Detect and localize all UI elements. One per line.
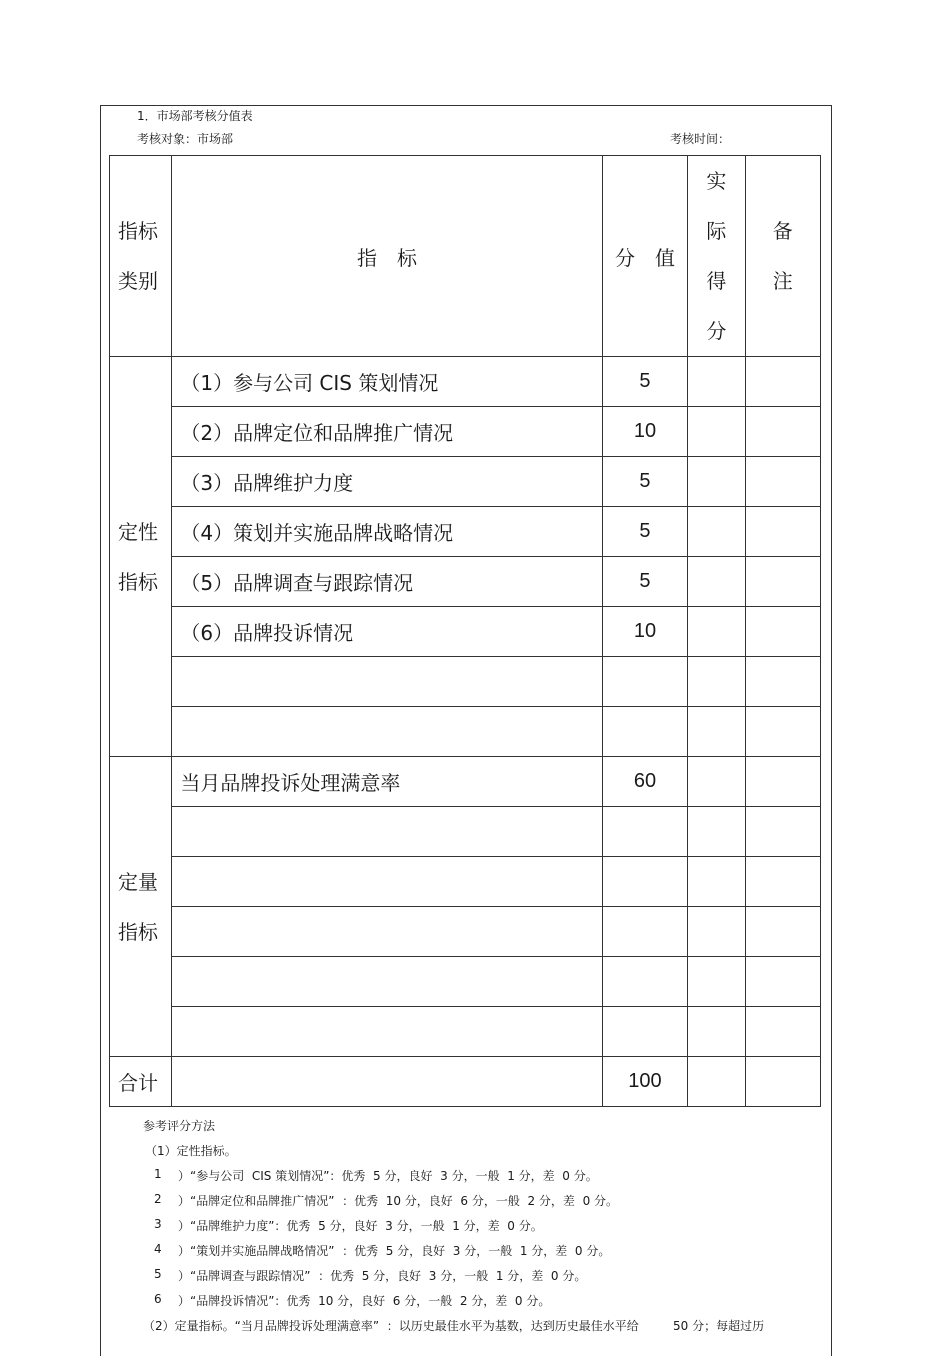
- indicator-cell: [172, 507, 602, 557]
- value-cell: 5: [602, 357, 687, 407]
- method-line: ）“品牌投诉情况”：优秀 10 分，良好 6 分，一般 2 分，差 0 分。: [178, 1294, 551, 1308]
- note-cell: [745, 907, 820, 957]
- total-actual-cell: [688, 1057, 745, 1107]
- indicator-cell: [172, 957, 602, 1007]
- assessment-target: 考核对象：市场部: [137, 132, 234, 146]
- qualitative-heading: （1）定性指标。: [145, 1144, 237, 1158]
- actual-score-cell: [688, 957, 745, 1007]
- table-row: [110, 857, 821, 907]
- actual-score-cell: [688, 407, 745, 457]
- table-row: [110, 657, 821, 707]
- total-label: 合计: [110, 1057, 172, 1107]
- table-row: [110, 407, 821, 457]
- indicator-cell: [172, 357, 602, 407]
- indicator-text: （1）参与公司 CIS 策划情况: [180, 371, 439, 395]
- header-category: [110, 156, 172, 357]
- table-row: [110, 907, 821, 957]
- value-cell: 10: [602, 607, 687, 657]
- header-actual-char4: 分: [706, 319, 727, 343]
- indicator-text: [172, 1020, 180, 1044]
- method-line-number: 1: [154, 1167, 162, 1181]
- quantitative-method-line: （2）定量指标。“当月品牌投诉处理满意率” ：以历史最佳水平为基数，达到历史最佳水平给 50 分；每超过历: [143, 1319, 765, 1333]
- header-value: 分 值: [602, 156, 687, 357]
- method-line-number: 5: [154, 1267, 162, 1281]
- header-category-line2: 类别: [118, 269, 158, 293]
- value-cell: [602, 1007, 687, 1057]
- indicator-text: [172, 820, 180, 844]
- qualitative-category: [110, 357, 172, 757]
- indicator-text: [172, 870, 180, 894]
- value-cell: [602, 857, 687, 907]
- table-row: [110, 557, 821, 607]
- note-cell: [745, 607, 820, 657]
- method-line: ）“品牌维护力度”：优秀 5 分，良好 3 分，一般 1 分，差 0 分。: [178, 1219, 543, 1233]
- actual-score-cell: [688, 507, 745, 557]
- actual-score-cell: [688, 857, 745, 907]
- indicator-text: （5）品牌调查与跟踪情况: [180, 571, 414, 595]
- header-row: [110, 156, 821, 357]
- table-row: [110, 607, 821, 657]
- value-cell: [602, 657, 687, 707]
- value-cell: [602, 807, 687, 857]
- value-cell: 5: [602, 457, 687, 507]
- indicator-text: [172, 670, 180, 694]
- table-row: [110, 457, 821, 507]
- quantitative-category-line2: 指标: [118, 919, 158, 944]
- header-actual-char1: 实: [706, 169, 727, 193]
- note-cell: [745, 407, 820, 457]
- indicator-cell: [172, 907, 602, 957]
- indicator-cell: [172, 707, 602, 757]
- actual-score-cell: [688, 757, 745, 807]
- method-line: ）“品牌调查与跟踪情况” ：优秀 5 分，良好 3 分，一般 1 分，差 0 分。: [178, 1269, 587, 1283]
- qualitative-category-line2: 指标: [118, 569, 158, 594]
- actual-score-cell: [688, 457, 745, 507]
- table-row: [110, 957, 821, 1007]
- value-cell: [602, 907, 687, 957]
- indicator-text: 当月品牌投诉处理满意率: [180, 771, 401, 795]
- method-line-number: 6: [154, 1292, 162, 1306]
- actual-score-cell: [688, 657, 745, 707]
- note-cell: [745, 457, 820, 507]
- note-cell: [745, 857, 820, 907]
- document-title: 1．市场部考核分值表: [137, 109, 253, 123]
- header-note-char2: 注: [772, 269, 793, 293]
- indicator-text: （4）策划并实施品牌战略情况: [180, 521, 454, 545]
- table-row: [110, 1007, 821, 1057]
- value-cell: [602, 707, 687, 757]
- quantitative-category: [110, 757, 172, 1057]
- value-cell: 5: [602, 557, 687, 607]
- indicator-text: （6）品牌投诉情况: [180, 621, 354, 645]
- actual-score-cell: [688, 357, 745, 407]
- value-cell: 60: [602, 757, 687, 807]
- header-category-line1: 指标: [118, 219, 158, 243]
- indicator-cell: [172, 807, 602, 857]
- indicator-cell: [172, 1007, 602, 1057]
- indicator-cell: [172, 407, 602, 457]
- actual-score-cell: [688, 707, 745, 757]
- header-actual-char2: 际: [706, 219, 727, 243]
- indicator-text: [172, 970, 180, 994]
- indicator-cell: [172, 857, 602, 907]
- score-table: [109, 155, 821, 1107]
- note-cell: [745, 507, 820, 557]
- method-line-number: 3: [154, 1217, 162, 1231]
- table-row: [110, 707, 821, 757]
- header-note: [745, 156, 820, 357]
- note-cell: [745, 807, 820, 857]
- indicator-text: （2）品牌定位和品牌推广情况: [180, 421, 454, 445]
- table-row: [110, 757, 821, 807]
- actual-score-cell: [688, 907, 745, 957]
- indicator-text: [172, 920, 180, 944]
- note-cell: [745, 657, 820, 707]
- table-row: [110, 507, 821, 557]
- total-value: 100: [602, 1057, 687, 1107]
- header-actual-score: [688, 156, 745, 357]
- note-cell: [745, 757, 820, 807]
- method-line-number: 2: [154, 1192, 162, 1206]
- header-note-char1: 备: [772, 219, 793, 243]
- table-row: [110, 357, 821, 407]
- quantitative-category-line1: 定量: [118, 869, 158, 894]
- indicator-cell: [172, 557, 602, 607]
- total-row: [110, 1057, 821, 1107]
- total-indicator-cell: [172, 1057, 602, 1107]
- indicator-cell: [172, 607, 602, 657]
- actual-score-cell: [688, 807, 745, 857]
- indicator-cell: [172, 657, 602, 707]
- method-line: ）“品牌定位和品牌推广情况” ：优秀 10 分，良好 6 分，一般 2 分，差 0 分。: [178, 1194, 619, 1208]
- indicator-text: [172, 720, 180, 744]
- note-cell: [745, 707, 820, 757]
- table-row: [110, 807, 821, 857]
- qualitative-category-line1: 定性: [118, 519, 158, 544]
- indicator-cell: [172, 757, 602, 807]
- note-cell: [745, 357, 820, 407]
- method-heading: 参考评分方法: [143, 1119, 216, 1133]
- actual-score-cell: [688, 607, 745, 657]
- value-cell: [602, 957, 687, 1007]
- value-cell: 10: [602, 407, 687, 457]
- note-cell: [745, 957, 820, 1007]
- indicator-text: （3）品牌维护力度: [180, 471, 354, 495]
- indicator-cell: [172, 457, 602, 507]
- actual-score-cell: [688, 1007, 745, 1057]
- note-cell: [745, 557, 820, 607]
- method-line-number: 4: [154, 1242, 162, 1256]
- actual-score-cell: [688, 557, 745, 607]
- total-note-cell: [745, 1057, 820, 1107]
- note-cell: [745, 1007, 820, 1057]
- value-cell: 5: [602, 507, 687, 557]
- header-indicator: 指 标: [172, 156, 602, 357]
- method-line: ）“策划并实施品牌战略情况” ：优秀 5 分，良好 3 分，一般 1 分，差 0 分。: [178, 1244, 611, 1258]
- method-line: ）“参与公司 CIS 策划情况”：优秀 5 分，良好 3 分，一般 1 分，差 0 分。: [178, 1169, 598, 1183]
- assessment-time: 考核时间：: [670, 132, 731, 146]
- header-actual-char3: 得: [706, 269, 727, 293]
